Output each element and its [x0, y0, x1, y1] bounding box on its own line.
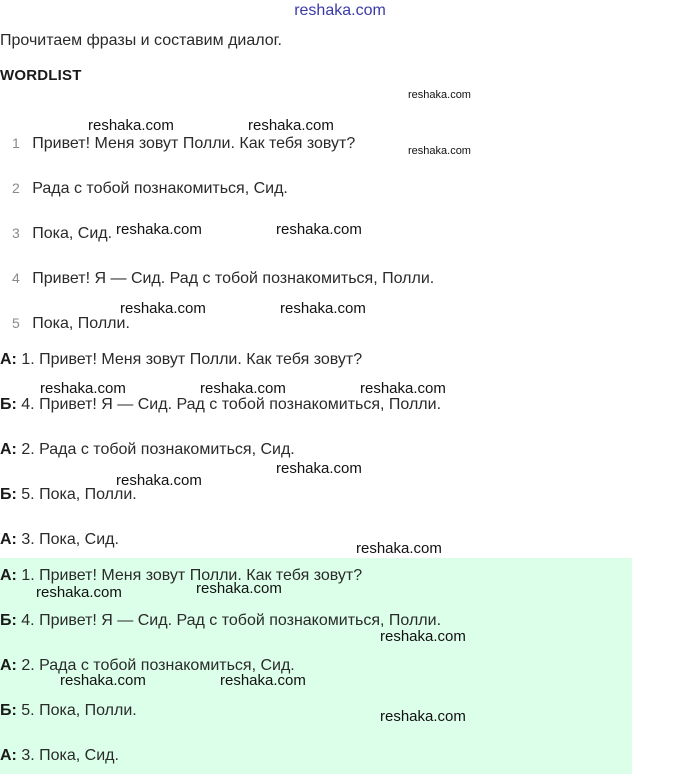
answer-line-4: [0, 702, 137, 720]
watermark: reshaka.com: [276, 221, 362, 238]
watermark: reshaka.com: [380, 708, 466, 725]
answer-text: 4. Привет! Я — Сид. Рад с тобой познакомиться, Полли.: [16, 612, 442, 629]
item-text: Привет! Я — Сид. Рад с тобой познакомиться, Полли.: [32, 270, 435, 287]
dialog-text: 3. Пока, Сид.: [16, 531, 119, 548]
watermark: reshaka.com: [360, 380, 446, 397]
intro-text: Прочитаем фразы и составим диалог.: [0, 32, 282, 49]
dialog-line-3: [0, 441, 295, 459]
site-header-link[interactable]: reshaka.com: [294, 2, 386, 19]
speaker-label: Б:: [0, 702, 17, 719]
watermark: reshaka.com: [280, 300, 366, 317]
item-number: 4: [12, 270, 20, 286]
watermark: reshaka.com: [40, 380, 126, 397]
speaker-label: Б:: [0, 396, 17, 413]
wordlist-item-1: [12, 135, 355, 153]
speaker-label: А:: [0, 351, 17, 368]
watermark: reshaka.com: [116, 472, 202, 489]
speaker-label: А:: [0, 441, 17, 458]
item-number: 1: [12, 135, 20, 151]
watermark: reshaka.com: [408, 145, 471, 157]
dialog-line-5: [0, 531, 119, 549]
speaker-label: Б:: [0, 612, 17, 629]
item-text: Привет! Меня зовут Полли. Как тебя зовут?: [32, 135, 356, 152]
watermark: reshaka.com: [116, 221, 202, 238]
dialog-text: 4. Привет! Я — Сид. Рад с тобой познакомиться, Полли.: [16, 396, 442, 413]
speaker-label: Б:: [0, 486, 17, 503]
dialog-line-1: [0, 351, 362, 369]
wordlist-item-4: [12, 270, 434, 288]
answer-line-5: [0, 747, 119, 765]
wordlist-item-2: [12, 180, 288, 198]
answer-text: 3. Пока, Сид.: [16, 747, 119, 764]
answer-line-2: [0, 612, 441, 630]
watermark: reshaka.com: [120, 300, 206, 317]
watermark: reshaka.com: [220, 672, 306, 689]
item-text: Пока, Сид.: [32, 225, 113, 242]
answer-line-1: [0, 567, 362, 585]
watermark: reshaka.com: [248, 117, 334, 134]
speaker-label: А:: [0, 531, 17, 548]
answer-text: 5. Пока, Полли.: [16, 702, 137, 719]
watermark: reshaka.com: [408, 89, 471, 101]
item-number: 5: [12, 315, 20, 331]
item-text: Пока, Полли.: [32, 315, 130, 332]
dialog-text: 1. Привет! Меня зовут Полли. Как тебя зовут?: [16, 351, 363, 368]
dialog-line-2: [0, 396, 441, 414]
watermark: reshaka.com: [36, 584, 122, 601]
speaker-label: А:: [0, 657, 17, 674]
item-number: 2: [12, 180, 20, 196]
wordlist-item-3: [12, 225, 112, 243]
speaker-label: А:: [0, 747, 17, 764]
watermark: reshaka.com: [60, 672, 146, 689]
speaker-label: А:: [0, 567, 17, 584]
answer-text: 2. Рада с тобой познакомиться, Сид.: [16, 657, 295, 674]
item-number: 3: [12, 225, 20, 241]
dialog-text: 5. Пока, Полли.: [16, 486, 137, 503]
watermark: reshaka.com: [380, 628, 466, 645]
wordlist-item-5: [12, 315, 130, 333]
watermark: reshaka.com: [276, 460, 362, 477]
watermark: reshaka.com: [88, 117, 174, 134]
item-text: Рада с тобой познакомиться, Сид.: [32, 180, 288, 197]
wordlist-title: WORDLIST: [0, 67, 82, 84]
watermark: reshaka.com: [356, 540, 442, 557]
watermark: reshaka.com: [196, 580, 282, 597]
dialog-text: 2. Рада с тобой познакомиться, Сид.: [16, 441, 295, 458]
watermark: reshaka.com: [200, 380, 286, 397]
answer-text: 1. Привет! Меня зовут Полли. Как тебя зовут?: [16, 567, 363, 584]
